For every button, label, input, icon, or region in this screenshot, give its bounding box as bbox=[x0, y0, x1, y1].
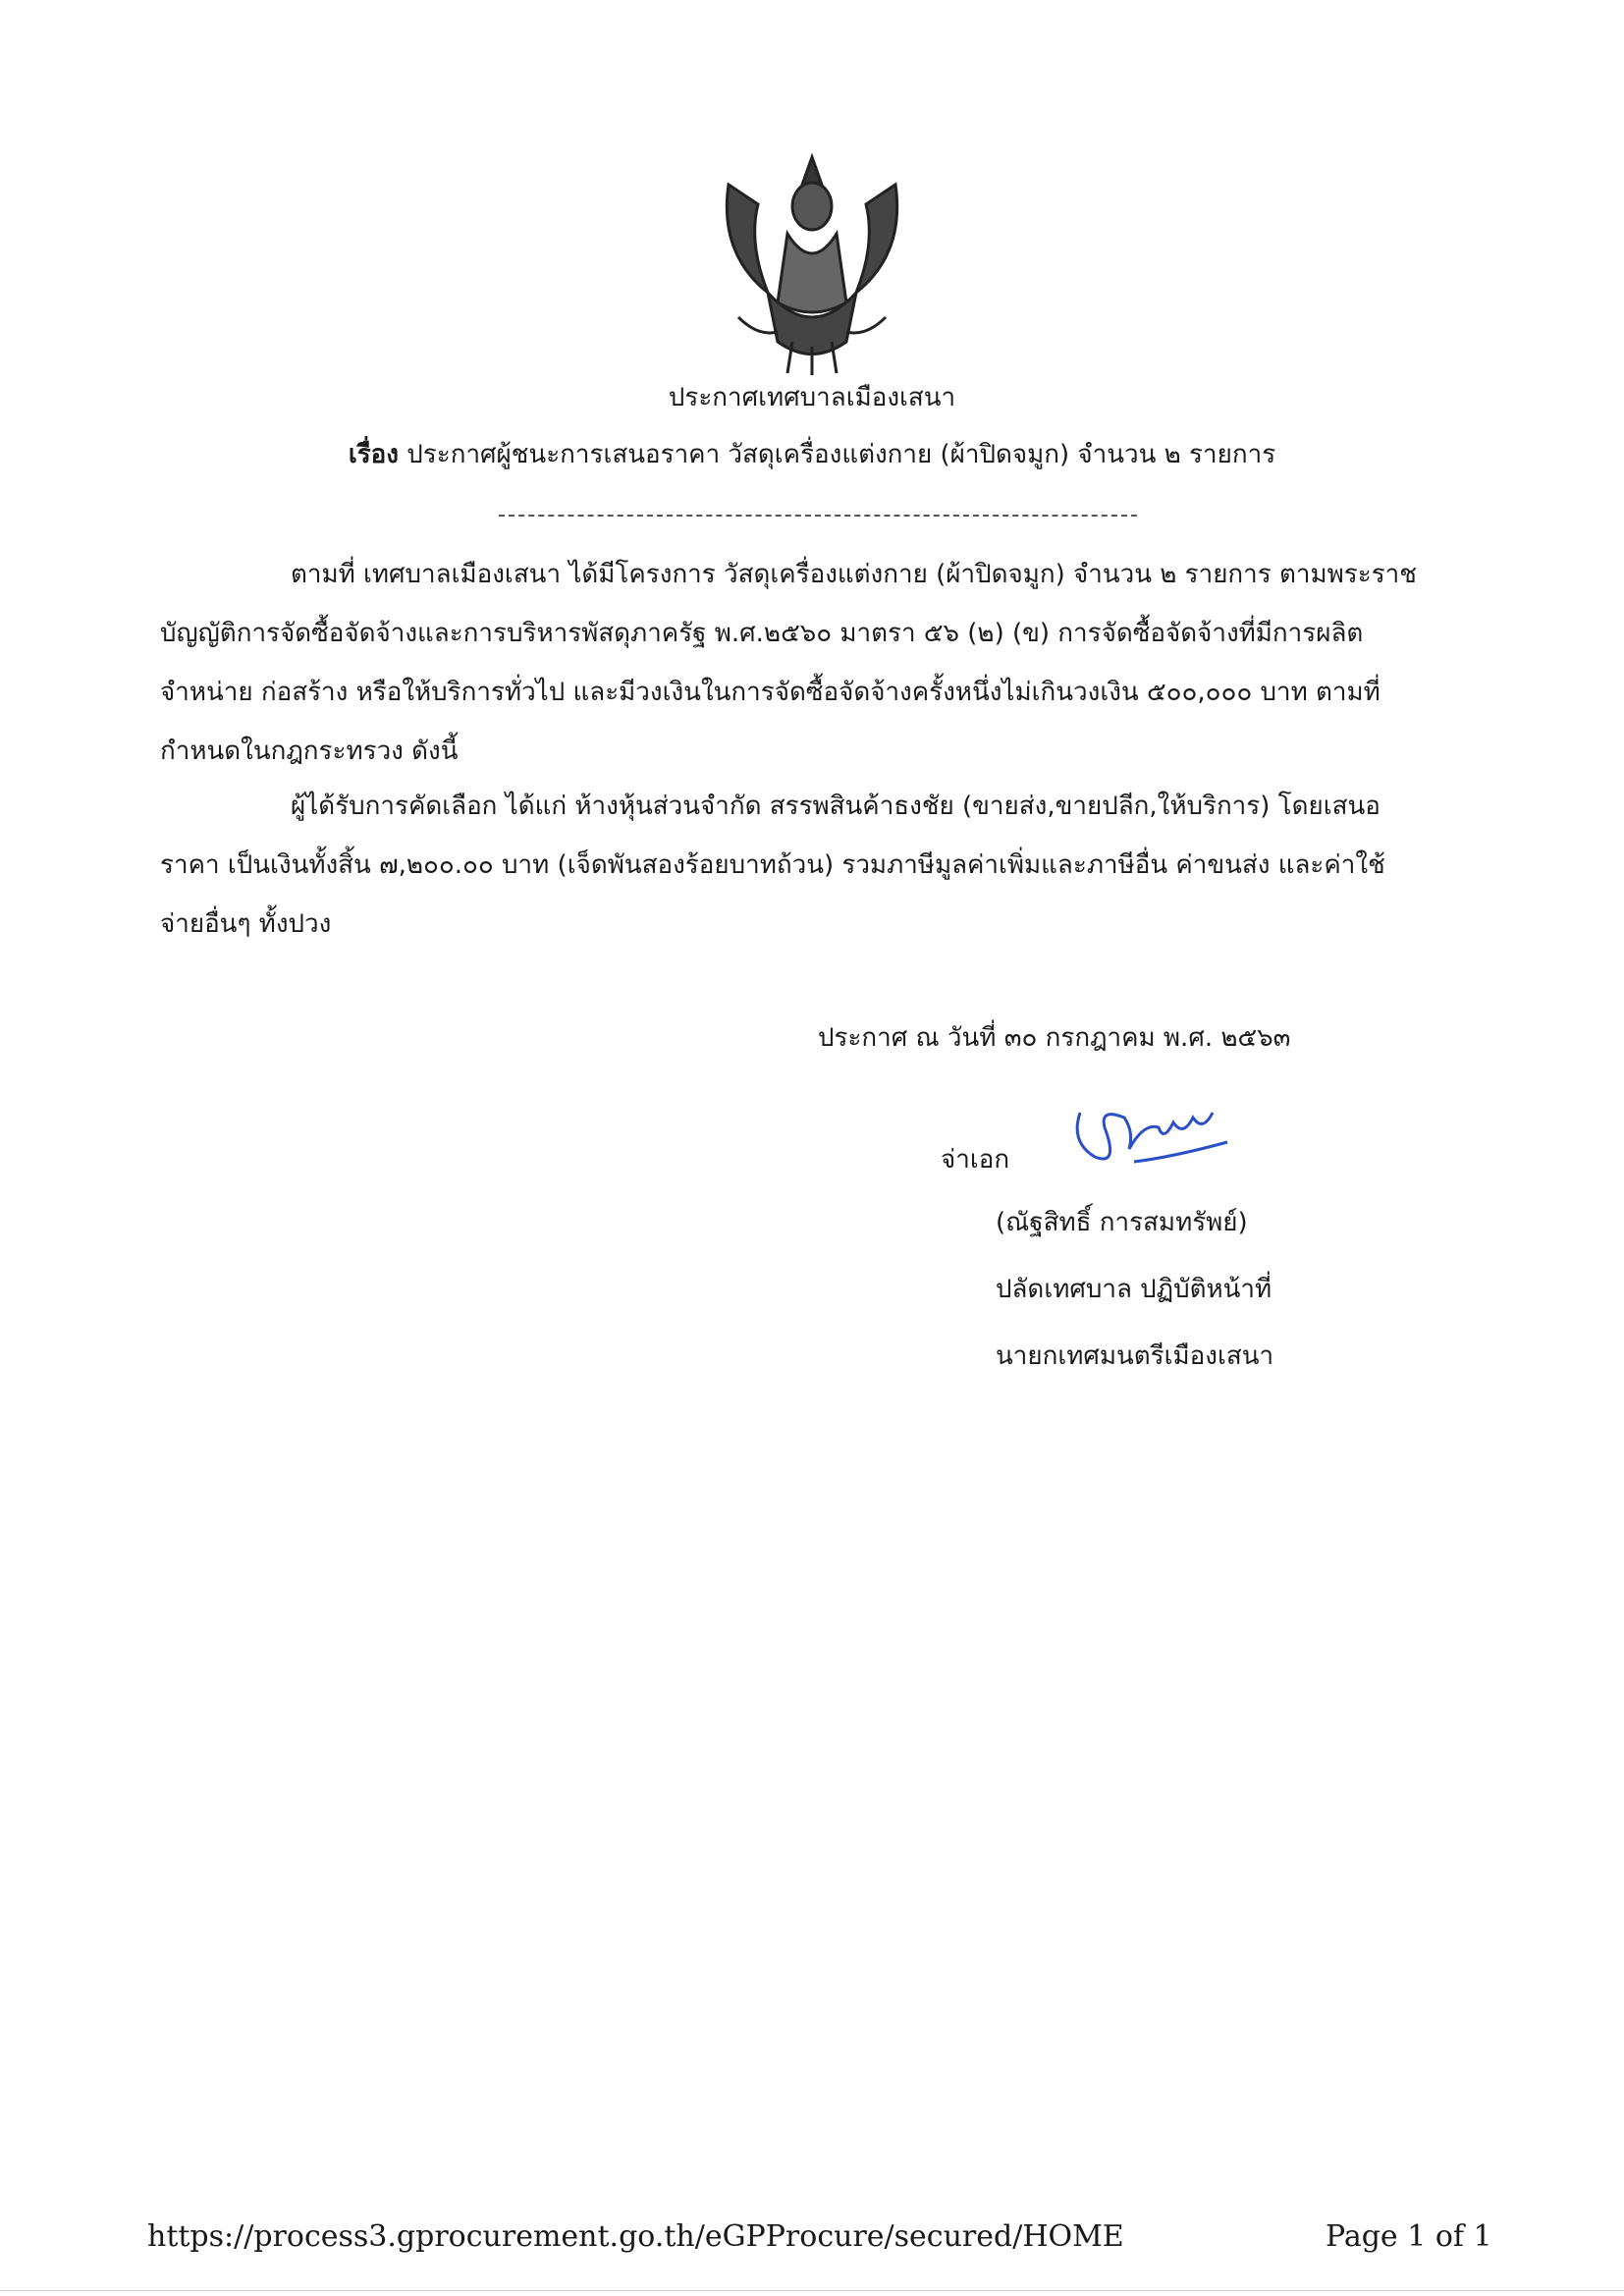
subject-label: เรื่อง bbox=[348, 440, 399, 469]
signer-rank: จ่าเอก bbox=[941, 1145, 1010, 1175]
title-divider bbox=[499, 515, 1137, 517]
footer-page-number: Page 1 of 1 bbox=[1326, 2219, 1492, 2254]
document-subject bbox=[0, 442, 1624, 467]
paragraph-1-line-3: จำหน่าย ก่อสร้าง หรือให้บริการทั่วไป และมีวงเงินในการจัดซื้อจัดจ้างครั้งหนึ่งไม่เกินวงเงิน ๕๐๐,๐๐๐ บาท ตามที่ bbox=[160, 678, 1380, 707]
garuda-emblem bbox=[709, 145, 915, 377]
handwritten-signature bbox=[1065, 1088, 1242, 1176]
signer-name: (ณัฐสิทธิ์ การสมทรัพย์) bbox=[996, 1208, 1248, 1237]
footer-url: https://process3.gprocurement.go.th/eGPProcure/secured/HOME bbox=[147, 2219, 1124, 2254]
paragraph-2-line-2: ราคา เป็นเงินทั้งสิ้น ๗,๒๐๐.๐๐ บาท (เจ็ดพันสองร้อยบาทถ้วน) รวมภาษีมูลค่าเพิ่มและภาษีอื่น ค่าขนส่ง และค่าใช้ bbox=[160, 850, 1385, 880]
paragraph-2-line-1: ผู้ได้รับการคัดเลือก ได้แก่ ห้างหุ้นส่วนจำกัด สรรพสินค้าธงชัย (ขายส่ง,ขายปลีก,ให้บริการ) โดยเสนอ bbox=[291, 792, 1380, 821]
page-bottom-edge bbox=[0, 2290, 1624, 2291]
paragraph-1-line-1: ตามที่ เทศบาลเมืองเสนา ได้มีโครงการ วัสดุเครื่องแต่งกาย (ผ้าปิดจมูก) จำนวน ๒ รายการ ตามพระราช bbox=[291, 560, 1417, 589]
signer-position-2: นายกเทศมนตรีเมืองเสนา bbox=[996, 1341, 1274, 1371]
paragraph-1-line-4: กำหนดในกฎกระทรวง ดังนี้ bbox=[160, 737, 459, 766]
signer-position-1: ปลัดเทศบาล ปฏิบัติหน้าที่ bbox=[996, 1275, 1272, 1304]
document-title: ประกาศเทศบาลเมืองเสนา bbox=[668, 383, 956, 412]
paragraph-1-line-2: บัญญัติการจัดซื้อจัดจ้างและการบริหารพัสดุภาครัฐ พ.ศ.๒๕๖๐ มาตรา ๕๖ (๒) (ข) การจัดซื้อจัดจ้างที่มีการผลิต bbox=[160, 619, 1364, 648]
announcement-date: ประกาศ ณ วันที่ ๓๐ กรกฎาคม พ.ศ. ๒๕๖๓ bbox=[818, 1023, 1291, 1053]
subject-text: ประกาศผู้ชนะการเสนอราคา วัสดุเครื่องแต่งกาย (ผ้าปิดจมูก) จำนวน ๒ รายการ bbox=[406, 440, 1276, 469]
paragraph-2-line-3: จ่ายอื่นๆ ทั้งปวง bbox=[160, 909, 332, 939]
